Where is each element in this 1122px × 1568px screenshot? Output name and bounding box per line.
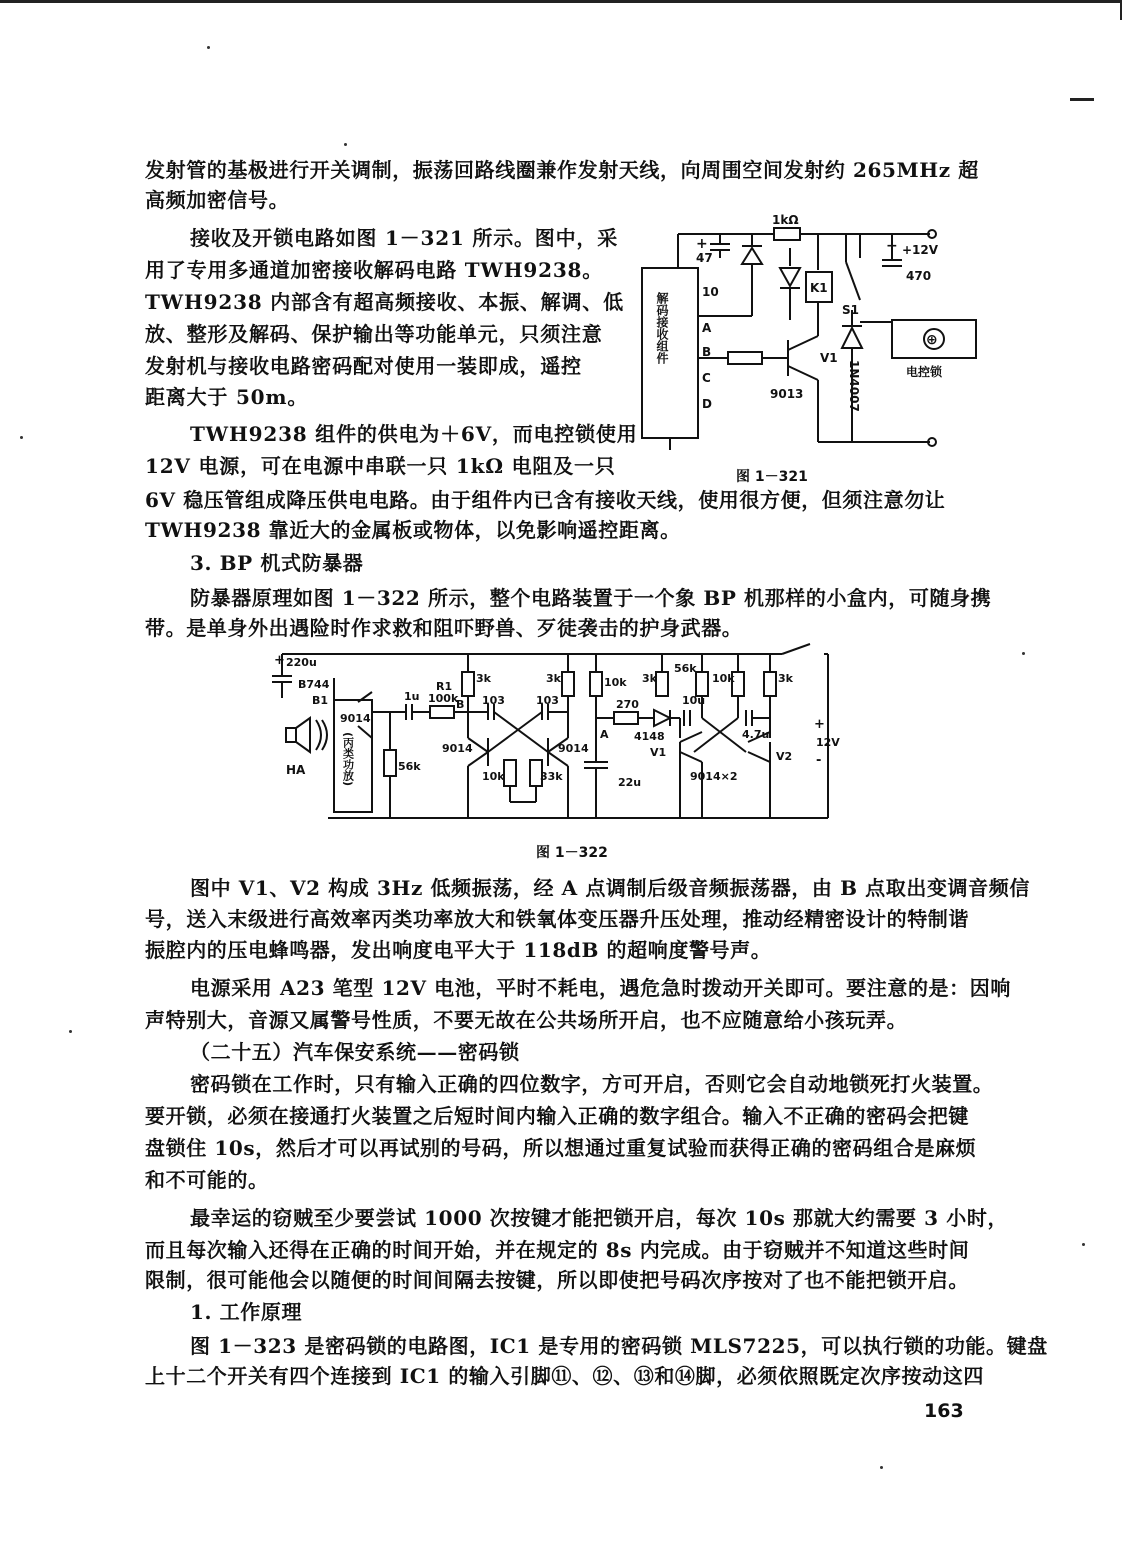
text-line: 要开锁，必须在接通打火装置之后短时间内输入正确的数字组合。输入不正确的密码会把键 [145, 1104, 969, 1128]
label-10u: 10u [682, 694, 706, 707]
label-33k: 33k [540, 770, 563, 783]
text-line: 发射管的基极进行开关调制，振荡回路线圈兼作发射天线，向周围空间发射约 265MHz 超 [145, 158, 979, 182]
label-plus: + [274, 653, 285, 668]
text-line: 和不可能的。 [145, 1168, 269, 1192]
label-56k: 56k [398, 760, 421, 773]
text-line: 电源采用 A23 笔型 12V 电池，平时不耗电，遇危急时拨动开关即可。要注意的是：因响 [190, 976, 1011, 1000]
label-100k: 100k [428, 692, 459, 705]
label-4-7u: 4.7u [742, 728, 770, 741]
text-line: 号，送入末级进行高效率丙类功率放大和铁氧体变压器升压处理，推动经精密设计的特制谐 [145, 907, 969, 931]
scan-speck [207, 46, 210, 49]
label-1n4007: 1N4007 [847, 360, 861, 412]
label-v1: V1 [650, 746, 667, 759]
label-10k-b: 10k [604, 676, 627, 689]
label-v1: V1 [820, 351, 838, 365]
label-47: 47 [696, 251, 713, 265]
label-3k-c: 3k [642, 672, 657, 685]
label-12v: +12V [902, 243, 939, 257]
text-line: 接收及开锁电路如图 1－321 所示。图中，采 [190, 226, 618, 250]
label-103-b: 103 [536, 694, 559, 707]
scan-speck [1082, 1243, 1085, 1246]
scan-speck [344, 143, 347, 146]
label-12v: 12V [816, 736, 840, 749]
label-9014x2: 9014×2 [690, 770, 738, 783]
label-1k: 1kΩ [772, 213, 799, 227]
text-line: 最幸运的窃贼至少要尝试 1000 次按键才能把锁开启，每次 10s 那就大约需要 3 小时， [190, 1206, 1009, 1230]
label-10k-a: 10k [482, 770, 505, 783]
label-supply-minus: - [816, 753, 822, 768]
section-heading: 1. 工作原理 [190, 1300, 303, 1324]
text-line: 12V 电源，可在电源中串联一只 1kΩ 电阻及一只 [145, 454, 616, 478]
figure-caption-322: 图 1－322 [536, 845, 608, 861]
text-line: TWH9238 内部含有超高频接收、本振、解调、低 [145, 290, 624, 314]
label-pin-a: A [702, 321, 712, 335]
label-22u: 22u [618, 776, 642, 789]
label-pin-b: B [702, 345, 712, 359]
label-s1: S1 [842, 303, 859, 317]
label-470-plus: + [886, 238, 898, 254]
label-9013: 9013 [770, 387, 804, 401]
text-line: 发射机与接收电路密码配对使用一装即成，遥控 [145, 354, 582, 378]
label-103-a: 103 [482, 694, 505, 707]
scan-speck [880, 1466, 883, 1469]
label-4148: 4148 [634, 730, 665, 743]
label-pin-d: D [702, 397, 712, 411]
text-line: 距离大于 50m。 [145, 385, 309, 409]
label-10k-c: 10k [712, 672, 735, 685]
text-line: 带。是单身外出遇险时作求救和阻吓野兽、歹徒袭击的护身武器。 [145, 616, 743, 640]
label-9014-a: 9014 [442, 742, 473, 755]
text-line: 声特别大，音源又属警号性质，不要无故在公共场所开启，也不应随意给小孩玩弄。 [145, 1008, 908, 1032]
text-line: 上十二个开关有四个连接到 IC1 的输入引脚⑪、⑫、⑬和⑭脚，必须依照既定次序按动这四 [145, 1364, 984, 1388]
text-line: 用了专用多通道加密接收解码电路 TWH9238。 [145, 258, 604, 282]
scan-speck [20, 436, 23, 439]
label-pin-c: C [702, 371, 711, 385]
label-3k-d: 3k [778, 672, 793, 685]
label-56k-b: 56k [674, 662, 697, 675]
figure-1-321-circuit [630, 210, 990, 480]
text-line: 防暴器原理如图 1－322 所示，整个电路装置于一个象 BP 机那样的小盒内，可随身携 [190, 586, 992, 610]
label-470: 470 [906, 269, 932, 283]
label-node-b: B [456, 698, 465, 711]
decoder-module [642, 268, 698, 438]
text-line: TWH9238 靠近大的金属板或物体，以免影响遥控距离。 [145, 518, 681, 542]
text-line: 图中 V1、V2 构成 3Hz 低频振荡，经 A 点调制后级音频振荡器，由 B 点取出变调音频信 [190, 876, 1030, 900]
label-v2: V2 [776, 750, 793, 763]
text-line: 而且每次输入还得在正确的时间开始，并在规定的 8s 内完成。由于窃贼并不知道这些时间 [145, 1238, 970, 1262]
text-line: 放、整形及解码、保护输出等功能单元，只须注意 [145, 322, 603, 346]
page-top-edge [0, 0, 1122, 3]
label-1u: 1u [404, 690, 420, 703]
label-3k-b: 3k [546, 672, 561, 685]
page-number: 163 [924, 1400, 964, 1422]
label-k1: K1 [810, 281, 828, 295]
margin-mark [1070, 98, 1094, 101]
text-line: 高频加密信号。 [145, 188, 290, 212]
label-supply-plus: + [814, 717, 825, 732]
label-b744: B744 [298, 678, 330, 691]
text-line: 6V 稳压管组成降压供电电路。由于组件内已含有接收天线，使用很方便，但须注意勿让 [145, 488, 946, 512]
figure-caption-321: 图 1－321 [736, 469, 808, 485]
label-ha: HA [286, 763, 306, 777]
text-line: TWH9238 组件的供电为＋6V，而电控锁使用 [190, 422, 638, 446]
module-label: 解码接收组件 [655, 292, 669, 364]
figure-1-322-circuit [262, 642, 842, 826]
scan-speck [69, 1030, 72, 1033]
section-heading: （二十五）汽车保安系统——密码锁 [190, 1040, 520, 1064]
text-line: 图 1－323 是密码锁的电路图，IC1 是专用的密码锁 MLS7225，可以执行锁的功能。键盘 [190, 1334, 1048, 1358]
label-b1: B1 [312, 694, 329, 707]
section-heading: 3. BP 机式防暴器 [190, 551, 364, 575]
label-r1: R1 [436, 680, 453, 693]
label-9014-out: 9014 [340, 712, 371, 725]
label-270: 270 [616, 698, 639, 711]
text-line: 密码锁在工作时，只有输入正确的四位数字，方可开启，否则它会自动地锁死打火装置。 [190, 1072, 994, 1096]
text-line: 振腔内的压电蜂鸣器，发出响度电平大于 118dB 的超响度警号声。 [145, 938, 772, 962]
label-node-a: A [600, 728, 609, 741]
label-plus: + [696, 236, 708, 252]
lock-symbol: ⊕ [926, 332, 938, 348]
label-9014-b: 9014 [558, 742, 589, 755]
text-line: 限制，很可能他会以随便的时间间隔去按键，所以即使把号码次序按对了也不能把锁开启。 [145, 1268, 969, 1292]
label-lock: 电控锁 [906, 365, 943, 379]
label-pin-10: 10 [702, 285, 719, 299]
label-3k-a: 3k [476, 672, 491, 685]
text-line: 盘锁住 10s，然后才可以再试别的号码，所以想通过重复试验而获得正确的密码组合是麻烦 [145, 1136, 977, 1160]
label-class-c: (丙类功放) [341, 732, 355, 787]
scan-speck [1022, 652, 1025, 655]
label-220u: 220u [286, 656, 317, 669]
